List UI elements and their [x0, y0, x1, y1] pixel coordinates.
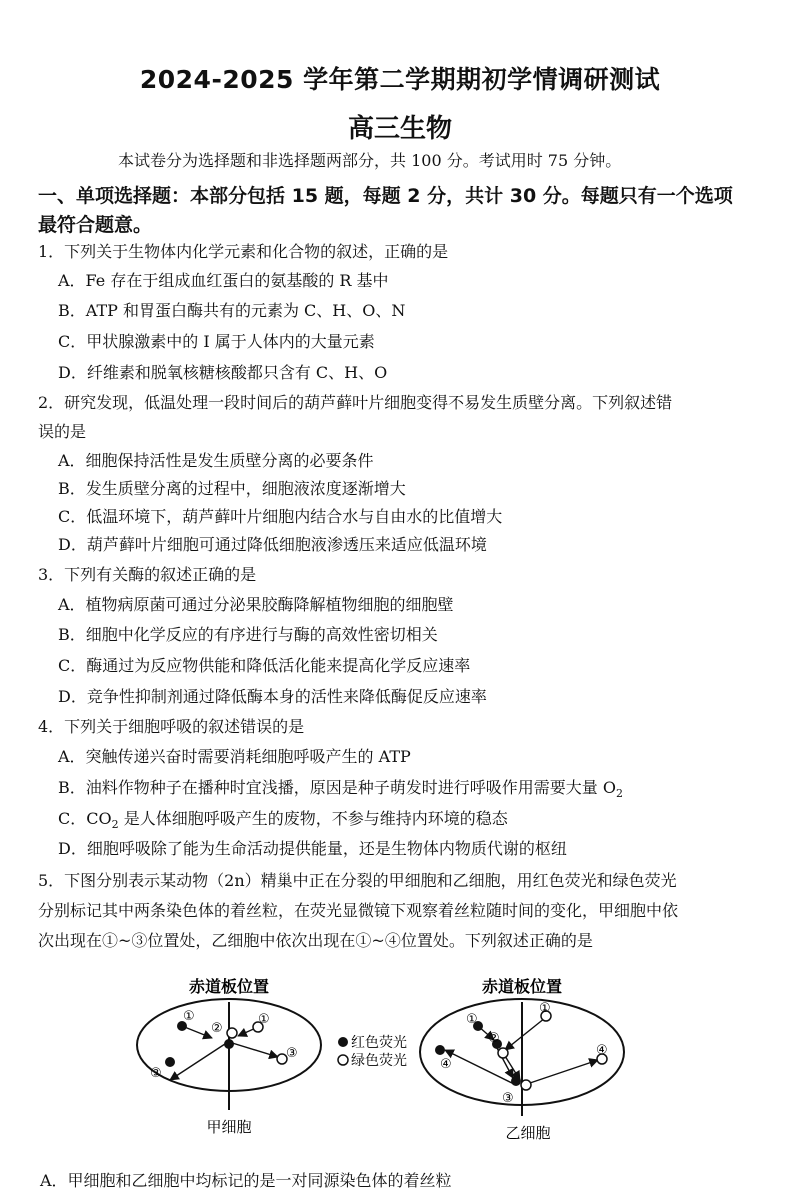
- q4-option-b-text: B．油料作物种子在播种时宜浅播，原因是种子萌发时进行呼吸作用需要大量 O: [58, 778, 616, 797]
- left-arrow-red-2: [229, 1042, 278, 1057]
- right-marker-4a: ④: [440, 1057, 452, 1072]
- q3-option-b: B．细胞中化学反应的有序进行与酶的高效性密切相关: [58, 625, 438, 644]
- q2-stem-line1: 2．研究发现，低温处理一段时间后的葫芦藓叶片细胞变得不易发生质壁分离。下列叙述错: [38, 393, 673, 412]
- left-caption: 甲细胞: [206, 1118, 252, 1136]
- right-green-dot-2: [498, 1048, 508, 1058]
- q1-option-d: D．纤维素和脱氧核糖核酸都只含有 C、H、O: [58, 363, 388, 382]
- q2-option-c: C．低温环境下，葫芦藓叶片细胞内结合水与自由水的比值增大: [58, 507, 503, 526]
- right-marker-1b: ①: [539, 1001, 551, 1016]
- left-equator-label: 赤道板位置: [188, 977, 270, 996]
- q4-option-b-subscript: 2: [615, 787, 623, 801]
- right-marker-2: ②: [488, 1031, 500, 1046]
- q3-stem: 3．下列有关酶的叙述正确的是: [38, 565, 257, 584]
- left-red-dot-3: [165, 1057, 175, 1067]
- left-marker-2: ②: [211, 1021, 223, 1036]
- q5-stem-line2: 分别标记其中两条染色体的着丝粒，在荧光显微镜下观察着丝粒随时间的变化，甲细胞中依: [38, 901, 679, 920]
- right-green-dot-3: [521, 1080, 531, 1090]
- left-green-dot-2: [227, 1028, 237, 1038]
- right-arrow-green-3: [527, 1060, 598, 1084]
- q2-stem-line2: 误的是: [38, 422, 87, 441]
- section-heading-line1: 一、单项选择题：本部分包括 15 题，每题 2 分，共计 30 分。每题只有一个选项: [38, 185, 733, 207]
- q5-option-a: A．甲细胞和乙细胞中均标记的是一对同源染色体的着丝粒: [40, 1171, 452, 1190]
- left-arrow-green-2: [170, 1042, 228, 1080]
- left-marker-3b: ③: [150, 1066, 162, 1081]
- q4-option-b: [58, 777, 623, 805]
- legend-green-label: 绿色荧光: [351, 1053, 407, 1069]
- right-red-dot-3: [511, 1076, 521, 1086]
- q1-option-a: A．Fe 存在于组成血红蛋白的氨基酸的 R 基中: [58, 271, 389, 290]
- q4-option-d: D．细胞呼吸除了能为生命活动提供能量，还是生物体内物质代谢的枢纽: [58, 839, 567, 858]
- q4-option-a: A．突触传递兴奋时需要消耗细胞呼吸产生的 ATP: [58, 747, 411, 766]
- q5-stem-line1: 5．下图分别表示某动物（2n）精巢中正在分裂的甲细胞和乙细胞，用红色荧光和绿色荧光: [38, 871, 677, 890]
- legend-red-dot: [338, 1037, 348, 1047]
- q3-option-a: A．植物病原菌可通过分泌果胶酶降解植物细胞的细胞壁: [58, 595, 454, 614]
- q4-option-c-text-post: 是人体细胞呼吸产生的废物，不参与维持内环境的稳态: [118, 809, 508, 828]
- right-caption: 乙细胞: [505, 1124, 551, 1142]
- q3-option-d: D．竞争性抑制剂通过降低酶本身的活性来降低酶促反应速率: [58, 687, 487, 706]
- q3-option-c: C．酶通过为反应物供能和降低活化能来提高化学反应速率: [58, 656, 471, 675]
- q4-stem: 4．下列关于细胞呼吸的叙述错误的是: [38, 717, 305, 736]
- right-marker-4b: ④: [596, 1043, 608, 1058]
- q4-option-c-text-pre: C．CO: [58, 809, 112, 828]
- left-marker-3a: ③: [286, 1046, 298, 1061]
- legend-red-label: 红色荧光: [351, 1035, 407, 1051]
- cell-division-figure: [0, 960, 800, 1170]
- right-red-dot-4: [435, 1045, 445, 1055]
- q2-option-b: B．发生质壁分离的过程中，细胞液浓度逐渐增大: [58, 479, 406, 498]
- q4-option-c-subscript: 2: [111, 818, 119, 832]
- q4-option-c: [58, 808, 508, 836]
- subject-title: 高三生物: [347, 114, 452, 144]
- left-marker-1a: ①: [183, 1009, 195, 1024]
- left-red-dot-2: [224, 1039, 234, 1049]
- q2-option-a: A．细胞保持活性是发生质壁分离的必要条件: [58, 451, 374, 470]
- q1-option-b: B．ATP 和胃蛋白酶共有的元素为 C、H、O、N: [58, 301, 406, 320]
- legend-green-dot: [338, 1055, 348, 1065]
- right-marker-1a: ①: [466, 1012, 478, 1027]
- right-marker-3: ③: [502, 1091, 514, 1106]
- exam-title: 2024-2025 学年第二学期期初学情调研测试: [139, 65, 661, 94]
- right-arrow-green-1: [505, 1018, 545, 1050]
- q5-stem-line3: 次出现在①~③位置处，乙细胞中依次出现在①~④位置处。下列叙述正确的是: [38, 931, 593, 950]
- section-heading-line2: 最符合题意。: [38, 214, 153, 236]
- q2-option-d: D．葫芦藓叶片细胞可通过降低细胞液渗透压来适应低温环境: [58, 535, 487, 554]
- exam-intro: 本试卷分为选择题和非选择题两部分，共 100 分。考试用时 75 分钟。: [118, 151, 622, 170]
- right-equator-label: 赤道板位置: [481, 977, 563, 996]
- q1-stem: 1．下列关于生物体内化学元素和化合物的叙述，正确的是: [38, 242, 449, 261]
- left-marker-1b: ①: [258, 1012, 270, 1027]
- q1-option-c: C．甲状腺激素中的 I 属于人体内的大量元素: [58, 332, 375, 351]
